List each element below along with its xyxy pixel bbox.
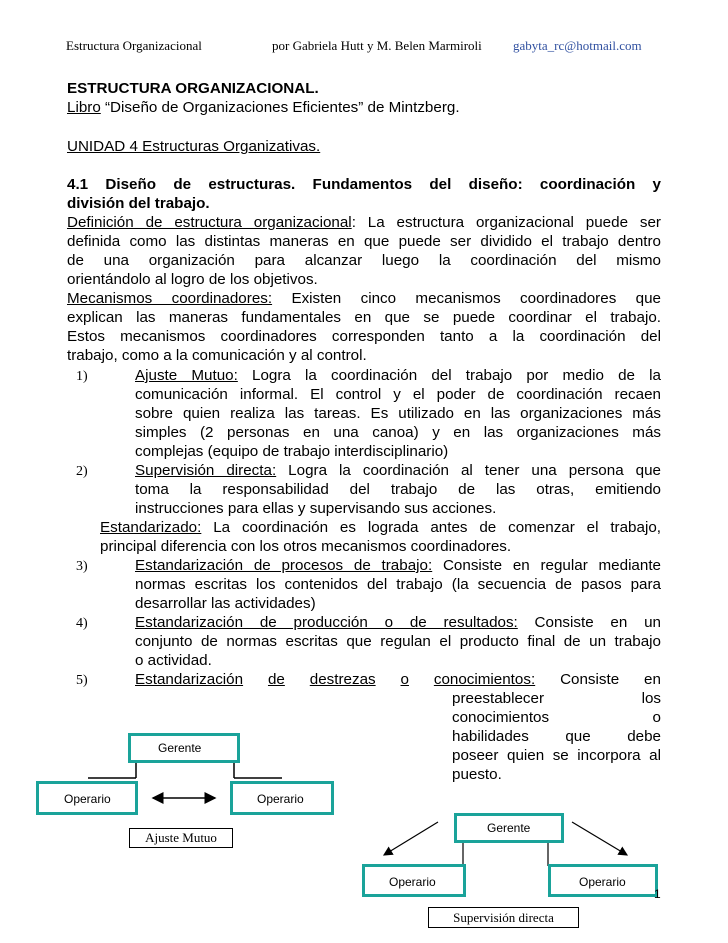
- section-heading-line: 4.1 Diseño de estructuras. Fundamentos del diseño: coordinación y: [67, 176, 661, 193]
- book-title: “Diseño de Organizaciones Eficientes” de Mintzberg.: [100, 99, 460, 116]
- header-authors: por Gabriela Hutt y M. Belen Marmiroli: [272, 38, 482, 53]
- paragraph-line: definida como las distintas maneras en que puede ser dividido el trabajo dentro: [67, 233, 661, 250]
- item-label: Supervisión directa:: [135, 462, 277, 479]
- paragraph-line: trabajo, como a la comunicación y al control.: [67, 347, 367, 364]
- paragraph-line: Definición de estructura organizacional: La estructura organizacional puede ser: [67, 214, 661, 231]
- list-item: Estandarización de destrezas o conocimientos: Consiste en: [135, 671, 661, 688]
- paragraph-line: orientándolo al logro de los objetivos.: [67, 271, 318, 288]
- list-item: Ajuste Mutuo: Logra la coordinación del trabajo por medio de la comunicación informal. El control y el poder de coordinación recaen sobre quien realiza las tareas. Es utilizado en las organizaciones más simples (2 personas en una canoa) y en las organizaciones más complejas (equipo de trabajo interdisciplinario): [135, 367, 661, 460]
- page-number: 1: [654, 887, 661, 901]
- standardized-label: Estandarizado:: [100, 519, 202, 536]
- standardized-note: Estandarizado: La coordinación es lograda antes de comenzar el trabajo, principal diferencia con los otros mecanismos coordinadores.: [100, 519, 661, 555]
- supervision-arrow: [572, 822, 627, 855]
- paragraph-line: Mecanismos coordinadores: Existen cinco mecanismos coordinadores que: [67, 290, 661, 307]
- worker-box-left: Operario: [36, 781, 138, 815]
- item-label: Ajuste Mutuo:: [135, 367, 238, 384]
- worker-box-right: Operario: [230, 781, 334, 815]
- item-label: Estandarización de procesos de trabajo:: [135, 557, 433, 574]
- unit-heading: UNIDAD 4 Estructuras Organizativas.: [67, 138, 321, 155]
- diagram-caption: Ajuste Mutuo: [129, 828, 233, 848]
- list-number: 5): [76, 673, 88, 688]
- worker-box-left: Operario: [362, 864, 466, 897]
- list-item: Estandarización de producción o de resultados: Consiste en un conjunto de normas escritas que regulan el producto final de un trabajo o actividad.: [135, 614, 661, 669]
- list-item: Supervisión directa: Logra la coordinación al tener una persona que toma la responsabilidad del trabajo de las otras, emitiendo instrucciones para ellas y supervisando sus acciones.: [135, 462, 661, 517]
- header-doc-title: Estructura Organizacional: [66, 38, 202, 53]
- supervision-arrow: [384, 822, 438, 855]
- document-title: ESTRUCTURA ORGANIZACIONAL.: [67, 80, 319, 97]
- item-label: Estandarización de producción o de resultados:: [135, 614, 518, 631]
- diagram-caption: Supervisión directa: [428, 907, 579, 928]
- book-label: Libro: [67, 99, 101, 116]
- header-email[interactable]: gabyta_rc@hotmail.com: [513, 38, 642, 53]
- worker-box-right: Operario: [548, 864, 658, 897]
- paragraph-line: de una organización para alcanzar luego la coordinación del mismo: [67, 252, 661, 269]
- mechanisms-label: Mecanismos coordinadores:: [67, 290, 273, 307]
- list-number: 1): [76, 369, 88, 384]
- list-item: Estandarización de procesos de trabajo: Consiste en regular mediante normas escritas los contenidos del trabajo (la secuencia de pasos para desarrollar las actividades): [135, 557, 661, 612]
- paragraph-line: explican las maneras fundamentales en que se puede coordinar el trabajo.: [67, 309, 661, 326]
- list-item-continuation: preestablecer los conocimientos o habilidades que debe poseer quien se incorpora al puesto.: [452, 690, 661, 783]
- paragraph-line: Estos mecanismos coordinadores corresponden tanto a la coordinación del: [67, 328, 661, 345]
- section-heading-line: división del trabajo.: [67, 195, 210, 212]
- manager-box: Gerente: [128, 733, 240, 763]
- definition-label: Definición de estructura organizacional: [67, 214, 352, 231]
- list-number: 2): [76, 464, 88, 479]
- list-number: 3): [76, 559, 88, 574]
- manager-box: Gerente: [454, 813, 564, 843]
- list-number: 4): [76, 616, 88, 631]
